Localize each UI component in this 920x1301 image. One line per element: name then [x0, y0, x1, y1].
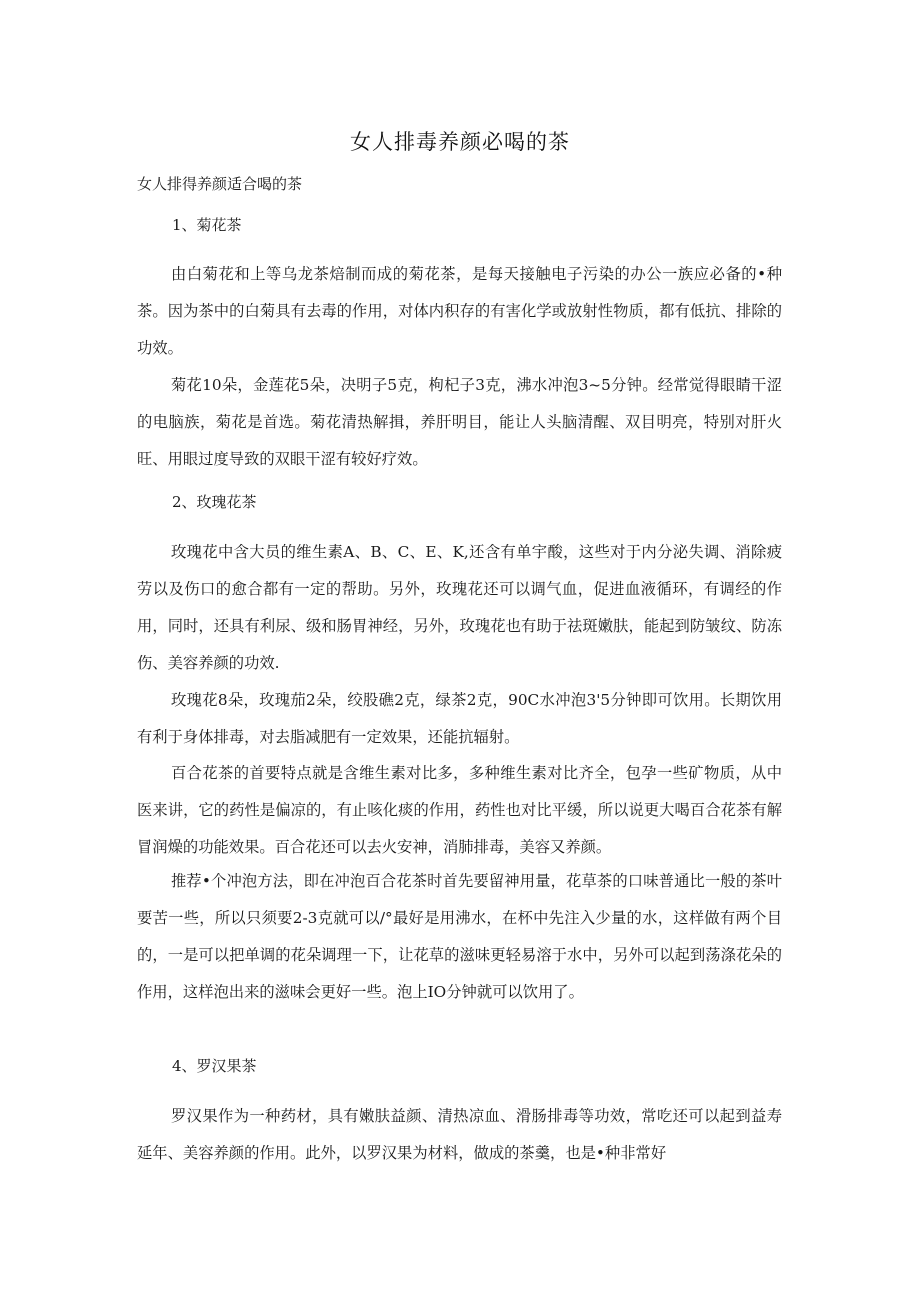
section-heading-luohanguo: 4、罗汉果茶	[172, 1057, 257, 1075]
section-heading-rose: 2、玫瑰花茶	[172, 493, 257, 511]
paragraph: 百合花茶的首要特点就是含维生素对比多，多种维生素对比齐全，包孕一些矿物质，从中医来讲，它的药性是偏凉的，有止咳化痰的作用，药性也对比平缓，所以说更大喝百合花茶有解冒润燥的功能效果。百合花还可以去火安神，消肺排毒，美容又养颜。	[137, 764, 782, 856]
document-subtitle: 女人排得养颜适合喝的茶	[137, 175, 303, 193]
paragraph: 推荐•个冲泡方法，即在冲泡百合花茶时首先要留神用量，花草茶的口味普通比一般的茶叶要苦一些，所以只须要2-3克就可以/°最好是用沸水，在杯中先注入少量的水，这样做有两个目的，一是可以把单调的花朵调理一下，让花草的滋味更轻易溶于水中，另外可以起到荡涤花朵的作用，这样泡出来的滋味会更好一些。泡上IO分钟就可以饮用了。	[137, 872, 782, 1001]
paragraph: 罗汉果作为一种药材，具有嫩肤益颜、清热凉血、滑肠排毒等功效，常吃还可以起到益寿延年、美容养颜的作用。此外，以罗汉果为材料，做成的茶羹，也是•种非常好	[137, 1107, 782, 1162]
section-heading-chrysanthemum: 1、菊花茶	[172, 216, 242, 234]
paragraph: 菊花10朵，金莲花5朵，决明子5克，枸杞子3克，沸水冲泡3~5分钟。经常觉得眼睛干涩的电脑族，菊花是首选。菊花清热解揖，养肝明目，能让人头脑清醒、双目明亮，特别对肝火旺、用眼过度导致的双眼干涩有较好疗效。	[137, 376, 782, 468]
paragraph: 玫瑰花中含大员的维生素A、B、C、E、K,还含有单宇酸，这些对于内分泌失调、消除疲劳以及伤口的愈合都有一定的帮助。另外，玫瑰花还可以调气血，促进血液循环，有调经的作用，同时，还具有利尿、级和肠胃神经，另外，玫瑰花也有助于祛斑嫩肤，能起到防皱纹、防冻伤、美容养颜的功效.	[137, 543, 782, 672]
document-title: 女人排毒养颜必喝的茶	[350, 130, 570, 154]
paragraph: 玫瑰花8朵，玫瑰茄2朵，绞股礁2克，绿茶2克，90C水冲泡3'5分钟即可饮用。长期饮用有利于身体排毒，对去脂减肥有一定效果，还能抗辐射。	[137, 691, 782, 746]
paragraph: 由白菊花和上等乌龙茶焙制而成的菊花茶，是每天接触电子污染的办公一族应必备的•种茶。因为茶中的白菊具有去毒的作用，对体内积存的有害化学或放射性物质，都有低抗、排除的功效。	[137, 265, 782, 357]
